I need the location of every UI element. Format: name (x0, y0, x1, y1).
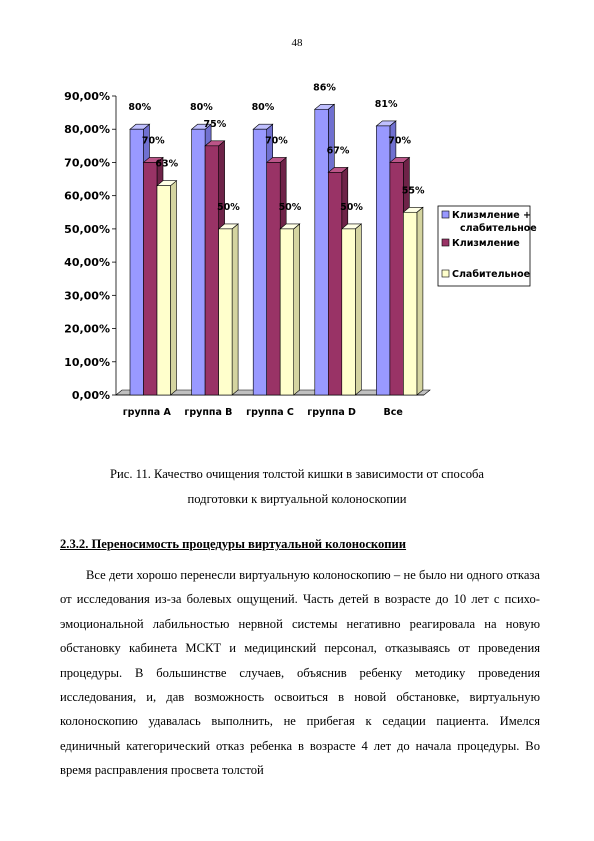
x-tick-label: группа С (246, 407, 294, 418)
bar (390, 162, 404, 395)
bar (342, 229, 356, 395)
caption-line-2: подготовки к виртуальной колоноскопии (187, 492, 407, 506)
y-tick-label: 20,00% (64, 322, 110, 336)
bar (219, 229, 233, 395)
x-tick-label: группа В (184, 407, 233, 418)
data-label: 86% (313, 82, 336, 94)
bar-side (232, 224, 238, 395)
y-tick-label: 0,00% (71, 389, 110, 402)
data-label: 55% (401, 185, 425, 197)
page-number: 48 (291, 37, 303, 49)
bar (130, 129, 144, 395)
data-label: 70% (388, 135, 412, 147)
y-tick-label: 50,00% (64, 222, 110, 236)
y-tick-label: 10,00% (64, 355, 110, 369)
section-heading: 2.3.2. Переносимость процедуры виртуальной колоноскопии (60, 537, 407, 551)
body-paragraph: Все дети хорошо перенесли виртуальную колоноскопию – не было ни одного отказа от исследования из-за болевых ощущений. Часть детей в возрасте до 10 лет с психо-эмоциональной лабильностью нервной системы негативно реагировала на новую обстановку кабинета МСКТ и медицинский персонал, отказываясь от проведения процедуры. В большинстве случаев, объяснив ребенку методику проведения исследования, и, дав возможность освоиться в новой обстановке, виртуальную колоноскопию удавалась выполнить, не прибегая к седации пациента. Имелся единичный категорический отказ ребенка в возрасте 4 лет до начала процедуры. Во время расправления просвета толстой (60, 568, 540, 778)
data-label: 50% (278, 201, 302, 213)
bar (144, 162, 158, 395)
bar (267, 162, 281, 395)
x-tick-label: Все (383, 407, 403, 418)
y-tick-label: 30,00% (64, 289, 110, 303)
bar (253, 129, 267, 395)
bar-side (171, 181, 177, 395)
legend-label: Клизмление (452, 238, 520, 249)
legend-swatch (442, 211, 449, 218)
data-label: 80% (128, 102, 152, 114)
data-label: 70% (141, 135, 165, 147)
legend-label: Клизмление + слабительное (452, 210, 537, 234)
data-label: 80% (251, 102, 275, 114)
data-label: 63% (155, 158, 179, 170)
bar (376, 126, 390, 395)
bar (157, 186, 171, 395)
data-label: 80% (189, 102, 213, 114)
bar (280, 229, 294, 395)
bar-side (417, 207, 423, 395)
bar (205, 146, 219, 395)
legend-swatch (442, 270, 449, 277)
bar-side (294, 224, 300, 395)
data-label: 70% (265, 135, 288, 147)
y-tick-label: 70,00% (64, 156, 110, 170)
bar (403, 212, 417, 395)
caption-line-1: Рис. 11. Качество очищения толстой кишки в зависимости от способа (109, 467, 485, 481)
legend-swatch (442, 239, 449, 246)
data-label: 81% (374, 98, 398, 110)
x-tick-label: группа D (307, 407, 356, 418)
bar (192, 129, 206, 395)
x-tick-label: группа А (122, 407, 171, 418)
legend-label: Слабительное (452, 269, 531, 280)
data-label: 75% (203, 118, 227, 130)
data-label: 67% (326, 145, 350, 157)
bar-side (355, 224, 361, 395)
y-tick-label: 60,00% (64, 189, 110, 203)
data-label: 50% (216, 201, 240, 213)
y-tick-label: 80,00% (64, 123, 110, 137)
data-label: 50% (340, 201, 363, 213)
y-tick-label: 90,00% (64, 90, 110, 103)
figure-caption (60, 462, 534, 512)
y-tick-label: 40,00% (64, 256, 110, 270)
